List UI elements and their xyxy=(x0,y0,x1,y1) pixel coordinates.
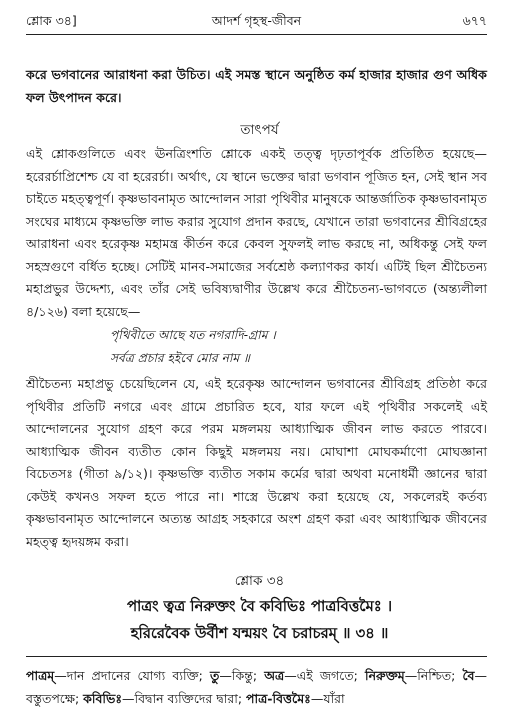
translation-tail: করে ভগবানের আরাধনা করা উচিত। এই সমস্ত স্থানে অনুষ্ঠিত কর্ম হাজার হাজার গুণ অধিক ফল উৎপাদন করে। xyxy=(26,67,487,105)
purport-heading: তাৎপর্য xyxy=(240,122,279,138)
ww-meaning: দান প্রদানের যোগ্য ব্যক্তি; xyxy=(66,668,203,683)
ww-term: পাত্রম্ xyxy=(26,668,55,683)
header-rule xyxy=(26,34,487,35)
ww-meaning: এই জগতে; xyxy=(296,668,358,683)
purport-paragraph-1: এই শ্লোকগুলিতে এবং ঊনত্রিংশতি শ্লোকে একই তত্ত্ব দৃঢ়তাপূর্বক প্রতিষ্ঠিত হয়েছে—হরেরর্চাপ্রিশেশ্চ যে বা হরেরর্চা। অর্থাৎ, যে স্থানে ভক্তের দ্বারা ভগবান পূজিত হন, সেই স্থান সব চাইতে মহত্ত্বপূর্ণ। কৃষ্ণভাবনামৃত আন্দোলন সারা পৃথিবীর মানুষকে আন্তর্জাতিক কৃষ্ণভাবনামৃত সংঘের মাধ্যমে কৃষ্ণভক্তি লাভ করার সুযোগ প্রদান করছে, যেখানে তারা ভগবানের শ্রীবিগ্রহের আরাধনা এবং হরেকৃষ্ণ মহামন্ত্র কীর্তন করে কেবল সুফলই লাভ করছে না, অধিকন্তু সেই ফল সহস্রগুণে বর্ধিত হচ্ছে। সেটিই মানব-সমাজের সর্বশ্রেষ্ঠ কল্যাণকর কার্য। এটিই ছিল শ্রীচৈতন্য মহাপ্রভুর উদ্দেশ্য, এবং তাঁর সেই ভবিষ্যদ্বাণীর উল্লেখ করে শ্রীচৈতন্য-ভাগবতে (অন্ত্যলীলা ৪/১২৬) বলা হয়েছে— xyxy=(26,146,487,319)
section-rule xyxy=(26,656,487,657)
ww-term: বৈ xyxy=(462,668,475,683)
page-number: ৬৭৭ xyxy=(462,13,487,28)
sanskrit-line: পাত্রং ত্বত্র নিরুক্তং বৈ কবিভিঃ পাত্রবিত্তমৈঃ । xyxy=(126,598,393,615)
purport-paragraph-2: শ্রীচৈতন্য মহাপ্রভু চেয়েছিলেন যে, এই হরেকৃষ্ণ আন্দোলন ভগবানের শ্রীবিগ্রহ প্রতিষ্ঠা করে পৃথিবীর প্রতিটি নগরে এবং গ্রামে প্রচারিত হবে, যার ফলে এই পৃথিবীর সকলেই এই আন্দোলনের সুযোগ গ্রহণ করে পরম মঙ্গলময় আধ্যাত্মিক জীবন লাভ করতে পারবে। আধ্যাত্মিক জীবন ব্যতীত কোন কিছুই মঙ্গলময় নয়। মোঘাশা মোঘকর্মাণো মোঘজ্ঞানা বিচেতসঃ (গীতা ৯/১২)। কৃষ্ণভক্তি ব্যতীত সকাম কর্মের দ্বারা অথবা মনোধর্মী জ্ঞানের দ্বারা কেউই কখনও সফল হতে পারে না। শাস্ত্রে উল্লেখ করা হয়েছে যে, সকলেরই কর্তব্য কৃষ্ণভাবনামৃত আন্দোলনে অত্যন্ত আগ্রহ সহকারে অংশ গ্রহণ করা এবং আধ্যাত্মিক জীবনের মহত্ত্ব হৃদয়ঙ্গম করা। xyxy=(26,376,487,549)
verse-line: সর্বত্র প্রচার হইবে মোর নাম ॥ xyxy=(110,350,250,365)
ww-meaning: কিন্তু; xyxy=(231,668,258,683)
ww-term: পাত্র-বিত্তমৈঃ xyxy=(246,691,311,706)
ww-term: অত্র xyxy=(264,668,285,683)
ww-term: তু xyxy=(210,668,220,683)
verse-line: পৃথিবীতে আছে যত নগরাদি-গ্রাম । xyxy=(110,328,276,342)
running-header xyxy=(26,12,487,30)
quoted-verse xyxy=(110,324,479,369)
ww-meaning: বিদ্বান ব্যক্তিদের দ্বারা; xyxy=(134,691,243,706)
ww-meaning: নিশ্চিত; xyxy=(417,668,456,683)
ww-meaning: বস্তুতপক্ষে; xyxy=(26,691,80,706)
ww-meaning: যাঁরা xyxy=(323,691,345,706)
sanskrit-line: হরিরেবৈক উর্বীশ যন্ময়ং বৈ চরাচরম্ ॥ ৩৪ ॥ xyxy=(130,625,389,642)
header-verse-ref: শ্লোক ৩৪] xyxy=(26,13,77,28)
word-for-word: পাত্রম্—দান প্রদানের যোগ্য ব্যক্তি; তু—কিন্তু; অত্র—এই জগতে; নিরুক্তম্—নিশ্চিত; বৈ—বস্তুতপক্ষে; কবিভিঃ—বিদ্বান ব্যক্তিদের দ্বারা; পাত্র-বিত্তমৈঃ—যাঁরা xyxy=(26,668,488,706)
sloka-heading: শ্লোক ৩৪ xyxy=(234,573,285,589)
header-chapter-title: আদর্শ গৃহস্থ-জীবন xyxy=(211,13,302,28)
ww-term: কবিভিঃ xyxy=(83,691,122,706)
ww-term: নিরুক্তম্ xyxy=(365,668,405,683)
sanskrit-verse xyxy=(0,593,519,647)
